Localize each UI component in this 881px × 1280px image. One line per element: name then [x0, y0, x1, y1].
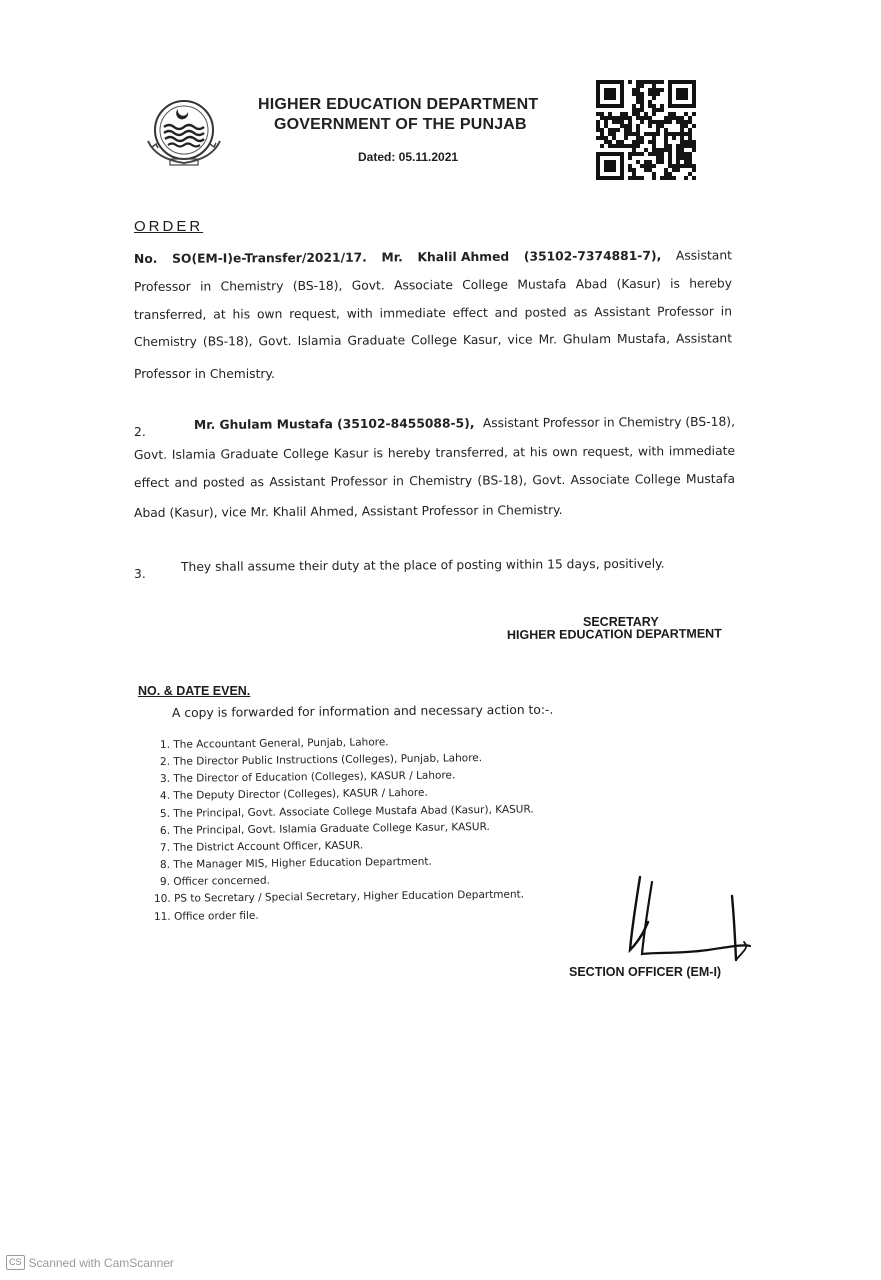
- designation-start: Assistant: [675, 248, 732, 263]
- para3-text: They shall assume their duty at the place of posting within 15 days, positively.: [180, 556, 665, 574]
- para1-line5: Professor in Chemistry.: [134, 367, 275, 381]
- officer-cnic-1: (35102-7374881-7),: [523, 248, 662, 264]
- list-item: 11. Office order file.: [153, 909, 259, 923]
- camscanner-logo-icon: CS: [6, 1255, 25, 1270]
- para1-line3: transferred, at his own request, with immediate effect and posted as Assistant Professor in: [133, 304, 733, 322]
- camscanner-text: Scanned with CamScanner: [28, 1255, 174, 1270]
- list-item: 8. The Manager MIS, Higher Education Department.: [159, 855, 432, 871]
- section-officer-title: SECTION OFFICER (EM-I): [569, 965, 722, 979]
- para3-number: 3.: [134, 567, 146, 581]
- para2-line2: Govt. Islamia Graduate College Kasur is hereby transferred, at his own request, with immediate: [133, 443, 736, 462]
- para2-number: 2.: [134, 425, 146, 439]
- officer-name-2: Mr. Ghulam Mustafa (35102-8455088-5),: [193, 416, 475, 432]
- punjab-emblem-icon: [142, 97, 226, 167]
- list-item: 3. The Director of Education (Colleges), KASUR / Lahore.: [159, 769, 456, 785]
- list-item: 10. PS to Secretary / Special Secretary, Higher Education Department.: [153, 888, 525, 905]
- order-reference: SO(EM-I)e-Transfer/2021/17.: [172, 250, 367, 266]
- camscanner-watermark: [6, 1255, 174, 1270]
- list-item: 4. The Deputy Director (Colleges), KASUR / Lahore.: [159, 786, 428, 802]
- officer-name-1: Khalil Ahmed: [417, 249, 510, 265]
- title-mr: Mr.: [381, 250, 403, 265]
- list-item: 5. The Principal, Govt. Associate College Mustafa Abad (Kasur), KASUR.: [159, 803, 534, 820]
- order-no-label: No.: [133, 251, 158, 266]
- list-item: 7. The District Account Officer, KASUR.: [159, 839, 364, 854]
- department-name: HIGHER EDUCATION DEPARTMENT: [258, 96, 539, 113]
- para1-line4: Chemistry (BS-18), Govt. Islamia Graduate College Kasur, vice Mr. Ghulam Mustafa, Assistant: [133, 331, 733, 349]
- para1-line2: Professor in Chemistry (BS-18), Govt. Associate College Mustafa Abad (Kasur) is hereby: [133, 276, 733, 294]
- government-name: GOVERNMENT OF THE PUNJAB: [274, 116, 527, 133]
- secretary-title: SECRETARY: [583, 615, 659, 629]
- order-title: ORDER: [134, 218, 204, 235]
- list-item: 6. The Principal, Govt. Islamia Graduate College Kasur, KASUR.: [159, 820, 490, 837]
- endorsement-heading: NO. & DATE EVEN.: [138, 684, 251, 698]
- endorsement-intro: A copy is forwarded for information and necessary action to:-.: [171, 702, 554, 720]
- list-item: 2. The Director Public Instructions (Colleges), Punjab, Lahore.: [159, 752, 483, 768]
- qr-code-icon: [594, 78, 700, 182]
- para2-line3: effect and posted as Assistant Professor in Chemistry (BS-18), Govt. Associate College Mustafa: [133, 471, 736, 490]
- list-item: 9. Officer concerned.: [159, 874, 271, 888]
- para2-line4: Abad (Kasur), vice Mr. Khalil Ahmed, Assistant Professor in Chemistry.: [133, 503, 563, 520]
- list-item: 1. The Accountant General, Punjab, Lahore.: [159, 736, 389, 751]
- order-date: Dated: 05.11.2021: [358, 150, 459, 164]
- signature-icon: [618, 872, 758, 967]
- secretary-department: HIGHER EDUCATION DEPARTMENT: [506, 626, 722, 642]
- para2-line1-rest: Assistant Professor in Chemistry (BS-18),: [482, 414, 736, 431]
